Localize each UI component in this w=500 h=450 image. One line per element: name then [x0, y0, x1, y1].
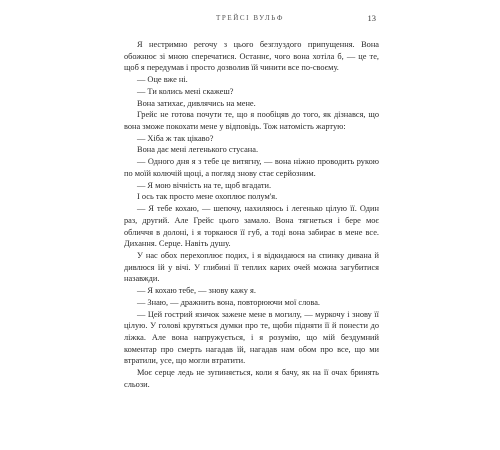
paragraph: І ось так просто мене охоплює полум'я.: [137, 192, 278, 202]
paragraph: Моє серце ледь не зупиняється, коли я бачу, як на її очах бринять сльози.: [124, 368, 379, 389]
paragraph: — Знаю, — дражнить вона, повторюючи мої слова.: [137, 297, 321, 307]
paragraph: — Цей гострий язичок зажене мене в могилу, — муркочу і знову її цілую. У голові крутяться думки про те, щоби підняти її й понести до ліжка. Але вона напружується, і я розумію, що мій бездумний коментар про смерть нагадав їй, нагадав нам обом про все, що ми втратили, усе, що могли втратити.: [124, 309, 379, 366]
paragraph: — Хіба ж так цікаво?: [137, 133, 214, 143]
body-text: [124, 39, 379, 391]
paragraph: — Оце вже ні.: [137, 75, 188, 85]
paragraph: — Одного дня я з тебе це витягну, — вона ніжно проводить рукою по моїй колючій щоці, а погляд знову стає серйозним.: [124, 157, 379, 178]
page-number: 13: [367, 13, 376, 23]
paragraph: — Я мою вічність на те, щоб вгадати.: [137, 180, 272, 190]
paragraph: Грейс не готова почути те, що я пообіцяв до того, як дізнався, що вона зможе покохати мене у відповідь. Тож натомість жартую:: [124, 110, 379, 132]
running-head-author: ТРЕЙСІ ВУЛЬФ: [215, 14, 284, 22]
paragraph: У нас обох перехоплює подих, і я відкидаюся на спинку дивана й дивлюся їй у вічі. У глибині її теплих карих очей можна загубитися назавжди.: [124, 250, 379, 284]
paragraph: Вона затихає, дивлячись на мене.: [137, 98, 256, 108]
running-head: [0, 12, 500, 24]
paragraph: — Я кохаю тебе, — знову кажу я.: [137, 286, 256, 296]
paragraph: Я нестримно регочу з цього безглуздого припущення. Вона обожнює зі мною сперечатися. Останнє, чого вона хотіла б, — це те, щоб я передумав і просто дозволив їй чинити все по-своєму.: [124, 40, 379, 73]
paragraph: — Ти колись мені скажеш?: [137, 86, 234, 96]
paragraph: — Я тебе кохаю, — шепочу, нахиляюсь і легенько цілую її. Один раз, другий. Але Грейс цього замало. Вона тягнеться і бере моє обличчя в долоні, і я торкаюся її губ, а тоді вона забирає в мене все. Дихання. Серце. Навіть душу.: [124, 204, 379, 249]
paragraph: Вона дає мені легенького стусана.: [137, 145, 259, 155]
